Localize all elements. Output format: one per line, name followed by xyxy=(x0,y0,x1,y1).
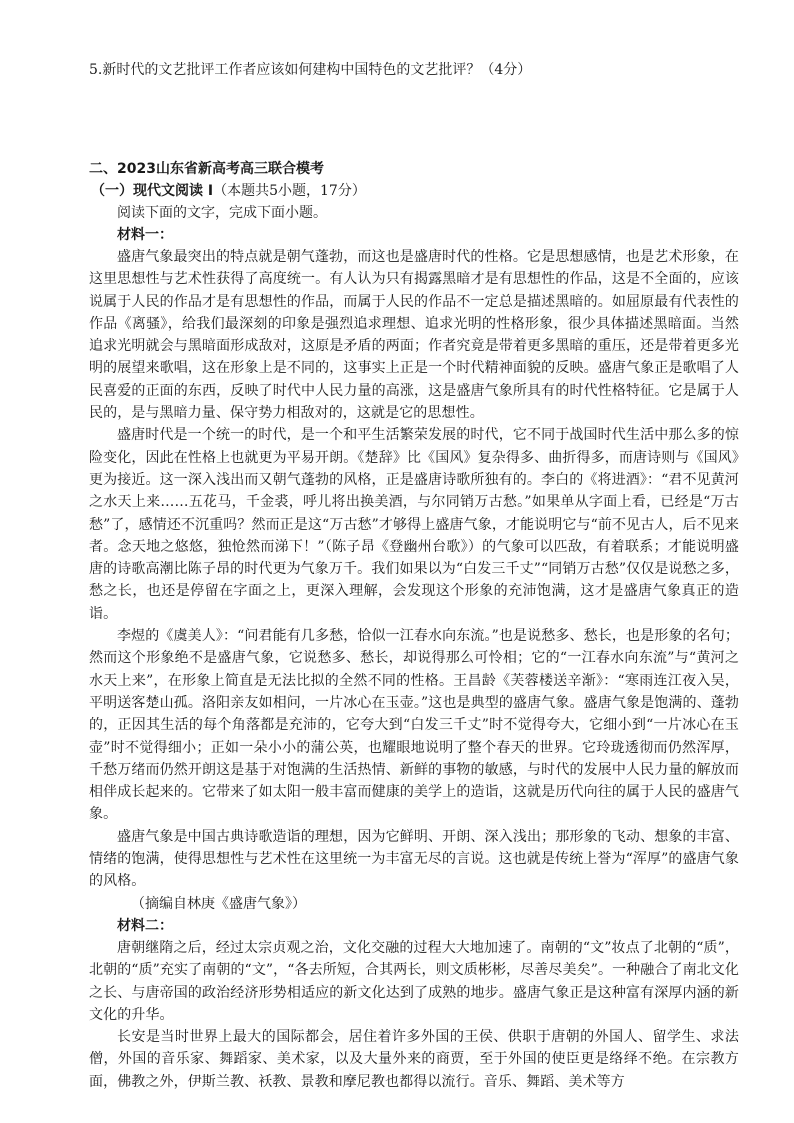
material-1-paragraph-4: 盛唐气象是中国古典诗歌造诣的理想，因为它鲜明、开朗、深入浅出；那形象的飞动、想象的丰富、情绪的饱满，使得思想性与艺术性在这里统一为丰富无尽的言说。这也就是传统上誉为“浑厚”的盛唐气象的风格。 xyxy=(89,828,739,890)
section-title: 二、2023山东省新高考高三联合模考 xyxy=(89,161,324,177)
document-page xyxy=(89,58,739,1093)
material-1-paragraph-2: 盛唐时代是一个统一的时代，是一个和平生活繁荣发展的时代，它不同于战国时代生活中那么多的惊险变化，因此在性格上也就更为平易开朗。《楚辞》比《国风》复杂得多、曲折得多，而唐诗则与《国风》更为接近。这一深入浅出而又朝气蓬勃的风格，正是盛唐诗歌所独有的。李白的《将进酒》：“君不见黄河之水天上来……五花马，千金裘，呼儿将出换美酒，与尔同销万古愁。”如果单从字面上看，已经是“万古愁”了，感情还不沉重吗？然而正是这“万古愁”才够得上盛唐气象，才能说明它与“前不见古人，后不见来者。念天地之悠悠，独怆然而涕下！”（陈子昂《登幽州台歌》）的气象可以匹敌，有着联系；才能说明盛唐的诗歌高潮比陈子昂的时代更为气象万千。我们如果以为“白发三千丈”“同销万古愁”仅仅是说愁之多，愁之长，也还是停留在字面之上，更深入理解，会发现这个形象的充沛饱满，这才是盛唐气象真正的造诣。 xyxy=(89,427,739,622)
material-1-paragraph-3: 李煜的《虞美人》：“问君能有几多愁，恰似一江春水向东流。”也是说愁多、愁长，也是形象的名句；然而这个形象绝不是盛唐气象，它说愁多、愁长，却说得那么可怜相；它的“一江春水向东流”与“黄河之水天上来”，在形象上简直是无法比拟的全然不同的性格。王昌龄《芙蓉楼送辛渐》：“寒雨连江夜入吴，平明送客楚山孤。洛阳亲友如相问，一片冰心在玉壶。”这也是典型的盛唐气象。盛唐气象是饱满的、蓬勃的，正因其生活的每个角落都是充沛的，它夸大到“白发三千丈”时不觉得夸大，它细小到“一片冰心在玉壶”时不觉得细小；正如一朵小小的蒲公英，也耀眼地说明了整个春天的世界。它玲珑透彻而仍然浑厚，千愁万绪而仍然开朗这是基于对饱满的生活热情、新鲜的事物的敏感，与时代的发展中人民力量的解放而相伴成长起来的。它带来了如太阳一般丰富而健康的美学上的造诣，这就是历代向往的属于人民的盛唐气象。 xyxy=(89,628,739,823)
section-subtitle xyxy=(91,180,739,202)
reading-instruction: 阅读下面的文字，完成下面小题。 xyxy=(117,205,327,221)
material-1-source: （摘编自林庚《盛唐气象》） xyxy=(131,895,306,912)
subtitle-bold: （一）现代文阅读 I xyxy=(91,183,214,199)
subtitle-rest: （本题共5小题，17分） xyxy=(213,183,366,199)
material-2-label: 材料二： xyxy=(117,917,173,934)
material-2-paragraph-2: 长安是当时世界上最大的国际都会，居住着许多外国的王侯、供职于唐朝的外国人、留学生、求法僧，外国的音乐家、舞蹈家、美术家，以及大量外来的商贾，至于外国的使臣更是络绎不绝。在宗教方面，佛教之外，伊斯兰教、袄教、景教和摩尼教也都得以流行。音乐、舞蹈、美术等方 xyxy=(89,1029,739,1090)
material-2-paragraph-1: 唐朝继隋之后，经过太宗贞观之治，文化交融的过程大大地加速了。南朝的“文”妆点了北朝的“质”，北朝的“质”充实了南朝的“文”，“各去所短，合其两长，则文质彬彬，尽善尽美矣”。一种融合了南北文化之长、与唐帝国的政治经济形势相适应的新文化达到了成熟的地步。盛唐气象正是这种富有深厚内涵的新文化的升华。 xyxy=(89,939,739,1023)
material-1-paragraph-1: 盛唐气象最突出的特点就是朝气蓬勃，而这也是盛唐时代的性格。它是思想感情，也是艺术形象，在这里思想性与艺术性获得了高度统一。有人认为只有揭露黑暗才是有思想性的作品，这是不全面的，应该说属于人民的作品才是有思想性的作品，而属于人民的作品不一定总是描述黑暗的。如屈原最有代表性的作品《离骚》，给我们最深刻的印象是强烈追求理想、追求光明的性格形象，很少具体描述黑暗面。当然追求光明就会与黑暗面形成敌对，这原是矛盾的两面；作者究竟是带着更多黑暗的重压，还是带着更多光明的展望来歌唱，这在形象上是不同的，这事实上正是一个时代精神面貌的反映。盛唐气象正是歌唱了人民喜爱的正面的东西，反映了时代中人民力量的高涨，这是盛唐气象所具有的时代性格特征。它是属于人民的，是与黑暗力量、保守势力相敌对的，这就是它的思想性。 xyxy=(89,249,739,422)
answer-space xyxy=(89,82,739,158)
prev-question-5: 5.新时代的文艺批评工作者应该如何建构中国特色的文艺批评？（4分） xyxy=(89,62,532,78)
material-1-label: 材料一： xyxy=(117,227,173,243)
